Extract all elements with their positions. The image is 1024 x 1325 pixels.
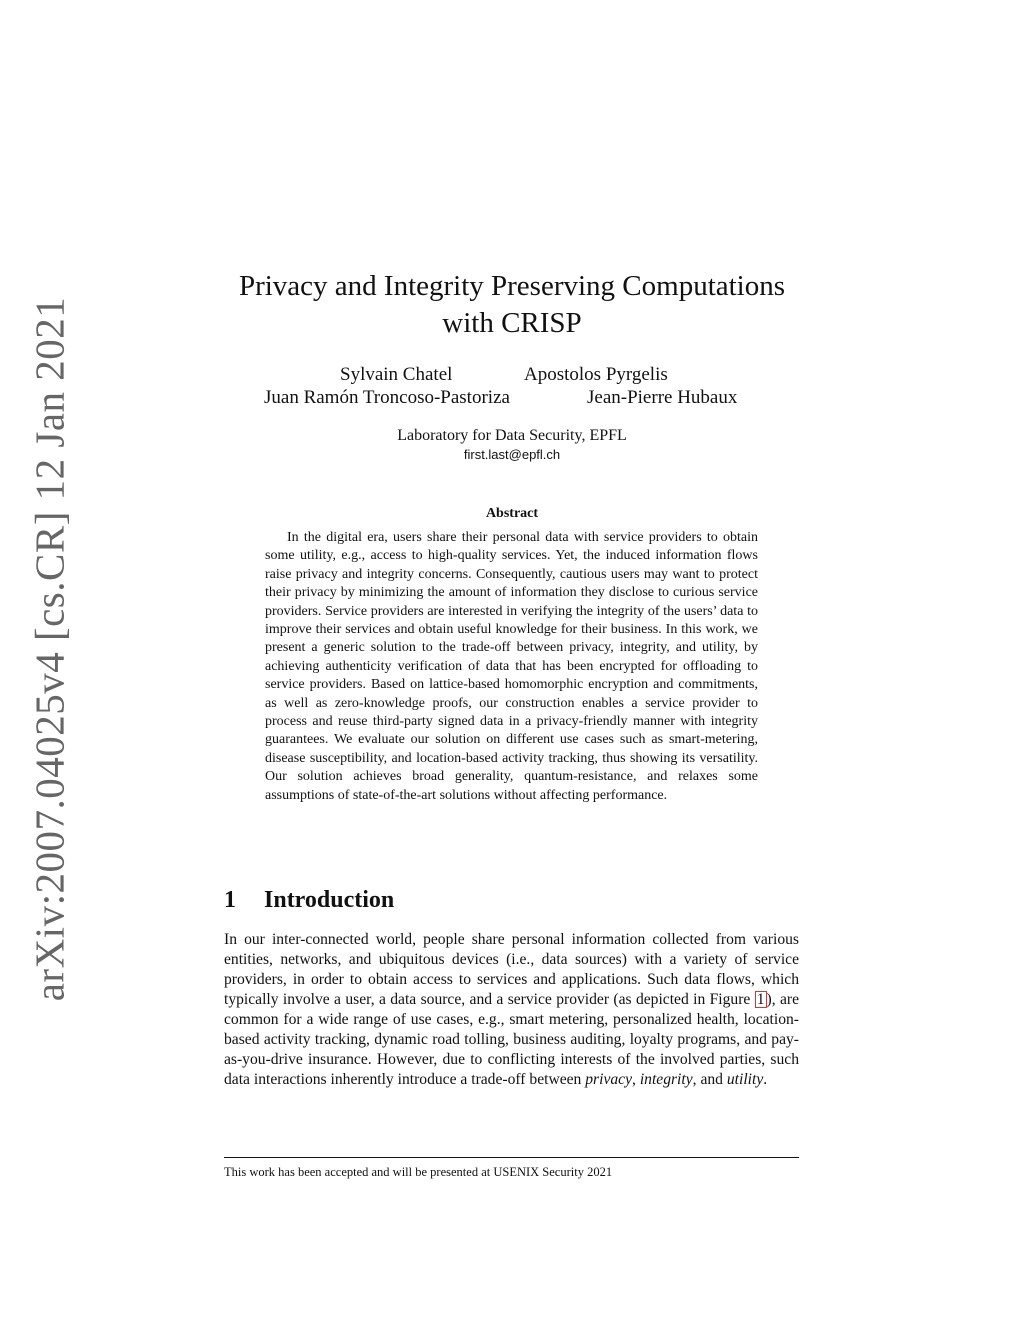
- arxiv-identifier-text: arXiv:2007.04025v4 [cs.CR] 12 Jan 2021: [26, 296, 72, 1002]
- figure-1-link[interactable]: 1: [756, 991, 765, 1008]
- term-utility: utility: [726, 1071, 764, 1088]
- author-apostolos-pyrgelis: Apostolos Pyrgelis: [524, 364, 668, 385]
- section-number: 1: [224, 887, 236, 913]
- separator-2: , and: [692, 1071, 727, 1088]
- author-juan-ramon-troncoso-pastoriza: Juan Ramón Troncoso-Pastoriza: [264, 387, 510, 408]
- abstract-text: In the digital era, users share their personal data with service providers to obtain some utility, e.g., access to high-quality services. Yet, the induced information flows raise privacy and integrity concerns. Consequently, cautious users may want to protect their privacy by minimizing the amount of information they disclose to curious service providers. Service providers are interested in verifying the integrity of the users’ data to improve their services and obtain useful knowledge for their business. In this work, we present a generic solution to the trade-off between privacy, integrity, and utility, by achieving authenticity verification of data that has been encrypted for offloading to service providers. Based on lattice-based homomorphic encryption and commitments, as well as zero-knowledge proofs, our construction enables a service provider to process and reuse third-party signed data in a privacy-friendly manner with integrity guarantees. We evaluate our solution on different use cases such as smart-metering, disease susceptibility, and location-based activity tracking, thus showing its versatility. Our solution achieves broad generality, quantum-resistance, and relaxes some assumptions of state-of-the-art solutions without affecting performance.: [265, 530, 758, 803]
- section-heading: [224, 884, 394, 916]
- paper-title: [200, 268, 824, 342]
- affiliation: Laboratory for Data Security, EPFL: [397, 427, 627, 444]
- intro-text-part-2: ), are common for a wide range of use cases, e.g., smart metering, personalized health, location-based activity tracking, dynamic road tolling, business auditing, loyalty programs, and pay-as-you-drive insurance. However, due to conflicting interests of the involved parties, such data interactions inherently introduce a trade-off between: [224, 991, 799, 1088]
- title-line-1: Privacy and Integrity Preserving Computations: [238, 270, 786, 302]
- title-line-2: with CRISP: [442, 307, 582, 339]
- footnote-rule: [224, 1157, 799, 1158]
- arxiv-identifier: [26, 296, 72, 1002]
- intro-end: .: [763, 1071, 768, 1088]
- section-title: Introduction: [264, 887, 395, 913]
- author-email: first.last@epfl.ch: [463, 447, 561, 462]
- footnote: This work has been accepted and will be presented at USENIX Security 2021: [224, 1165, 613, 1179]
- separator-1: ,: [632, 1071, 640, 1088]
- intro-paragraph: [224, 930, 799, 1090]
- term-integrity: integrity: [639, 1071, 693, 1088]
- author-jean-pierre-hubaux: Jean-Pierre Hubaux: [587, 387, 738, 408]
- abstract-heading: Abstract: [485, 506, 539, 521]
- author-sylvain-chatel: Sylvain Chatel: [340, 364, 453, 385]
- term-privacy: privacy: [585, 1071, 633, 1088]
- intro-text-part-1: In our inter-connected world, people share personal information collected from various entities, networks, and ubiquitous devices (i.e., data sources) with a variety of service providers, in order to obtain access to services and applications. Such data flows, which typically involve a user, a data source, and a service provider (as depicted in Figure: [224, 931, 799, 1008]
